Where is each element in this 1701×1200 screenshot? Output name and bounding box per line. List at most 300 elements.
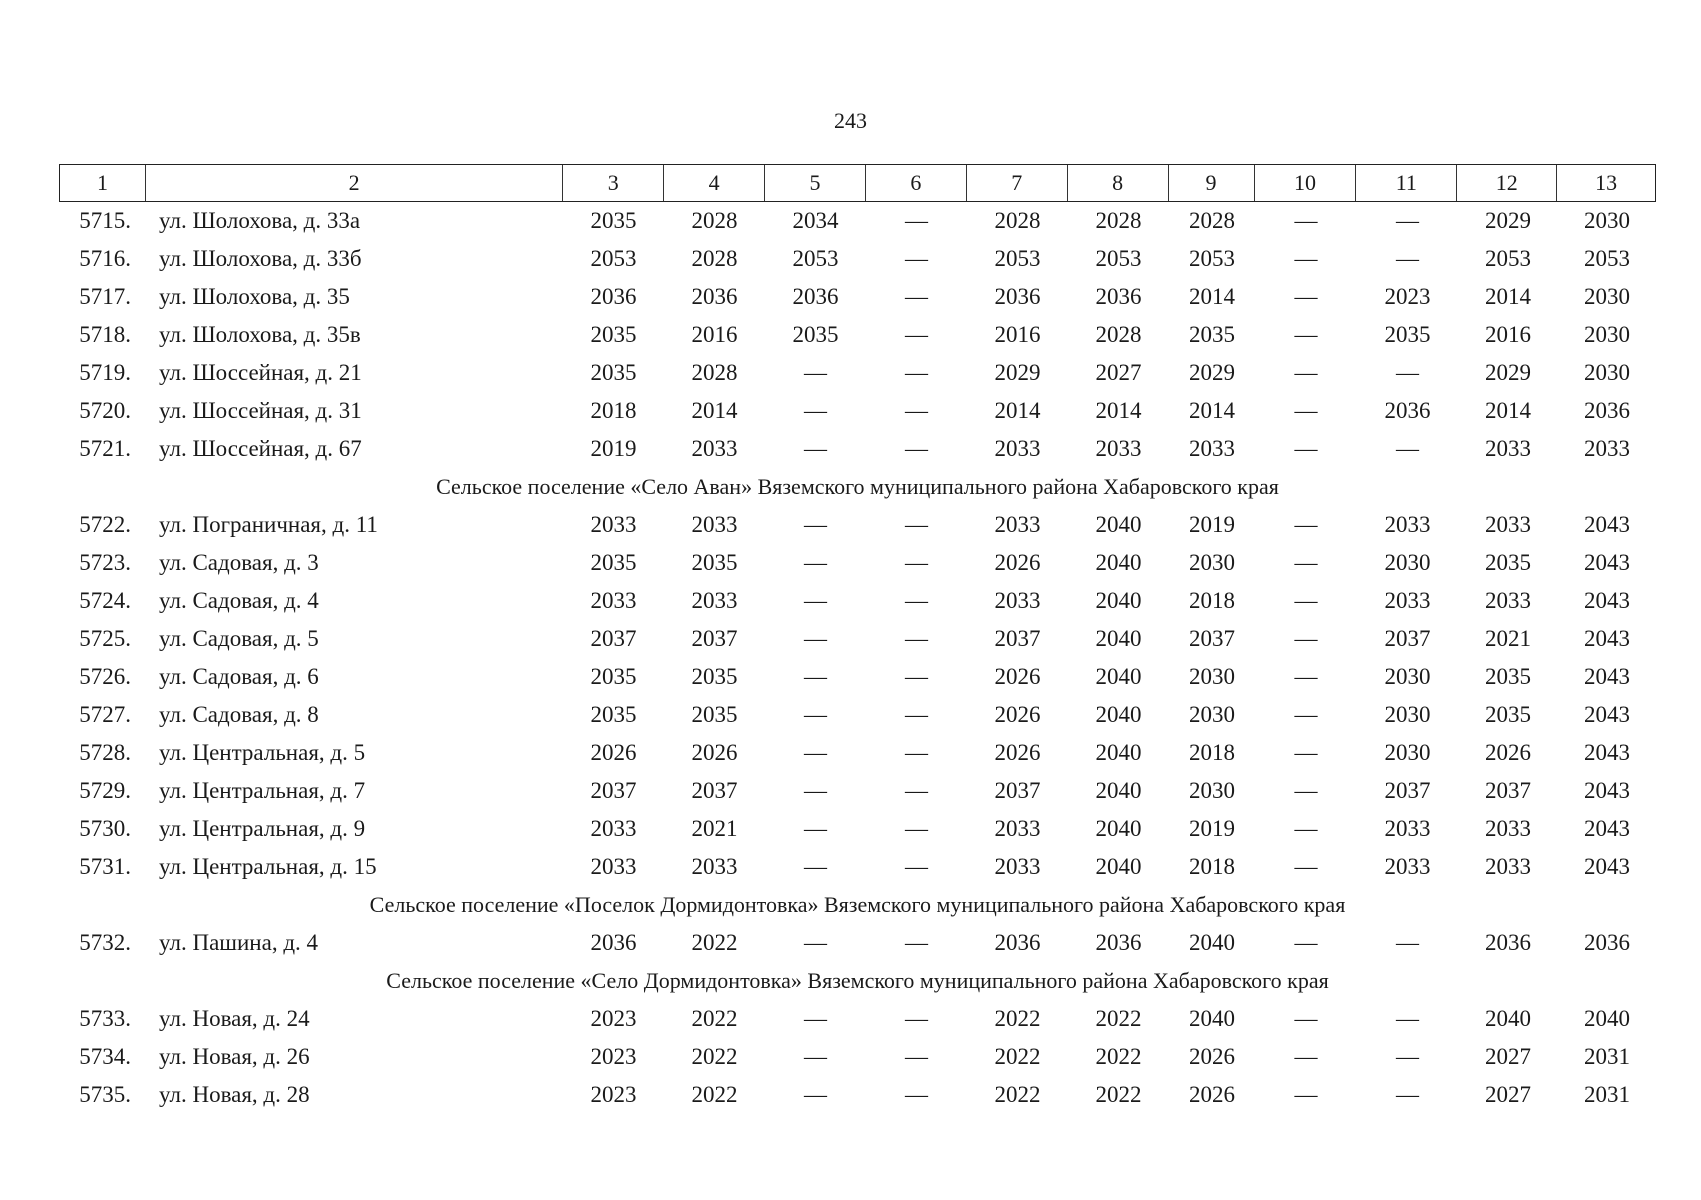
year-cell: 2035	[590, 322, 637, 347]
year-cell: 2035	[1485, 550, 1531, 575]
year-cell: —	[1396, 246, 1419, 271]
year-cell: 2019	[1189, 816, 1235, 841]
year-cell: 2053	[792, 246, 839, 271]
year-cell: 2043	[1584, 550, 1630, 575]
year-cell: —	[804, 512, 827, 537]
year-cell: 2035	[1485, 664, 1531, 689]
page-number: 243	[834, 108, 867, 133]
address-cell: ул. Новая, д. 28	[159, 1082, 310, 1107]
year-cell: 2053	[994, 246, 1041, 271]
year-cell: 2035	[1485, 702, 1531, 727]
column-header-5: 5	[765, 165, 866, 201]
row-number: 5725.	[79, 626, 131, 651]
year-cell: 2036	[994, 930, 1041, 955]
address-cell: ул. Шолохова, д. 33а	[159, 208, 361, 233]
year-cell: 2037	[994, 626, 1041, 651]
year-cell: 2028	[1095, 208, 1142, 233]
year-cell: 2022	[994, 1082, 1041, 1107]
year-cell: 2037	[1384, 778, 1431, 803]
year-cell: 2021	[1485, 626, 1531, 651]
year-cell: 2037	[1485, 778, 1531, 803]
table-row	[59, 658, 1656, 696]
table-row	[59, 430, 1656, 468]
year-cell: 2033	[994, 436, 1041, 461]
table-row	[59, 354, 1656, 392]
year-cell: 2027	[1095, 360, 1142, 385]
year-cell: —	[905, 778, 928, 803]
year-cell: —	[1396, 1082, 1419, 1107]
year-cell: 2040	[1095, 626, 1142, 651]
table-body	[59, 202, 1656, 1114]
year-cell: 2023	[590, 1082, 637, 1107]
table-row	[59, 1038, 1656, 1076]
year-cell: 2029	[994, 360, 1041, 385]
year-cell: 2028	[1095, 322, 1142, 347]
year-cell: 2040	[1095, 740, 1142, 765]
year-cell: 2035	[1384, 322, 1431, 347]
year-cell: 2029	[1485, 360, 1531, 385]
year-cell: 2023	[1384, 284, 1431, 309]
year-cell: —	[905, 626, 928, 651]
year-cell: —	[1294, 778, 1318, 803]
row-number: 5732.	[79, 930, 131, 955]
year-cell: 2035	[691, 550, 738, 575]
year-cell: 2040	[1095, 778, 1142, 803]
year-cell: 2023	[590, 1044, 637, 1069]
year-cell: 2053	[590, 246, 637, 271]
year-cell: —	[905, 588, 928, 613]
year-cell: 2035	[590, 360, 637, 385]
year-cell: 2026	[994, 740, 1041, 765]
year-cell: 2043	[1584, 702, 1630, 727]
year-cell: 2033	[1485, 816, 1531, 841]
year-cell: 2033	[1095, 436, 1142, 461]
address-cell: ул. Шоссейная, д. 67	[159, 436, 362, 461]
year-cell: 2033	[1384, 816, 1431, 841]
address-cell: ул. Шоссейная, д. 21	[159, 360, 362, 385]
year-cell: 2028	[1189, 208, 1235, 233]
year-cell: —	[905, 854, 928, 879]
row-number: 5729.	[79, 778, 131, 803]
year-cell: 2033	[994, 816, 1041, 841]
address-cell: ул. Садовая, д. 8	[159, 702, 319, 727]
year-cell: 2033	[590, 816, 637, 841]
table-row	[59, 1000, 1656, 1038]
year-cell: 2040	[1095, 702, 1142, 727]
year-cell: —	[1396, 360, 1419, 385]
year-cell: 2035	[691, 702, 738, 727]
year-cell: 2033	[994, 512, 1041, 537]
year-cell: 2043	[1584, 816, 1630, 841]
year-cell: 2043	[1584, 512, 1630, 537]
column-header-2: 2	[146, 165, 563, 201]
address-cell: ул. Центральная, д. 15	[159, 854, 377, 879]
year-cell: —	[1396, 1044, 1419, 1069]
year-cell: —	[1294, 854, 1318, 879]
table-row	[59, 1076, 1656, 1114]
year-cell: 2040	[1095, 816, 1142, 841]
address-cell: ул. Центральная, д. 7	[159, 778, 366, 803]
year-cell: 2040	[1095, 664, 1142, 689]
column-header-6: 6	[866, 165, 967, 201]
year-cell: 2033	[1485, 854, 1531, 879]
year-cell: —	[1396, 930, 1419, 955]
row-number: 5733.	[79, 1006, 131, 1031]
year-cell: 2037	[691, 626, 738, 651]
year-cell: —	[905, 1044, 928, 1069]
year-cell: —	[1396, 436, 1419, 461]
table-row	[59, 810, 1656, 848]
year-cell: 2035	[590, 550, 637, 575]
year-cell: 2040	[1095, 588, 1142, 613]
year-cell: 2040	[1095, 550, 1142, 575]
year-cell: 2030	[1584, 360, 1630, 385]
year-cell: 2028	[994, 208, 1041, 233]
year-cell: —	[905, 208, 928, 233]
year-cell: —	[905, 512, 928, 537]
year-cell: 2053	[1485, 246, 1531, 271]
row-number: 5716.	[79, 246, 131, 271]
year-cell: —	[1294, 1082, 1318, 1107]
year-cell: 2040	[1189, 1006, 1235, 1031]
year-cell: 2022	[1095, 1006, 1142, 1031]
year-cell: 2034	[792, 208, 839, 233]
row-number: 5730.	[79, 816, 131, 841]
year-cell: —	[1294, 360, 1318, 385]
year-cell: 2027	[1485, 1044, 1531, 1069]
address-cell: ул. Шолохова, д. 35в	[159, 322, 361, 347]
year-cell: —	[804, 1082, 827, 1107]
year-cell: 2033	[590, 588, 637, 613]
row-number: 5734.	[79, 1044, 131, 1069]
year-cell: 2035	[1189, 322, 1235, 347]
year-cell: 2036	[1095, 284, 1142, 309]
year-cell: 2026	[1189, 1044, 1235, 1069]
year-cell: 2018	[1189, 740, 1235, 765]
column-header-4: 4	[664, 165, 765, 201]
year-cell: 2016	[994, 322, 1041, 347]
year-cell: —	[1294, 1006, 1318, 1031]
year-cell: —	[905, 398, 928, 423]
year-cell: 2026	[994, 702, 1041, 727]
year-cell: —	[1294, 436, 1318, 461]
row-number: 5715.	[79, 208, 131, 233]
column-header-10: 10	[1255, 165, 1357, 201]
year-cell: 2022	[691, 930, 738, 955]
column-header-9: 9	[1169, 165, 1255, 201]
year-cell: 2030	[1584, 208, 1630, 233]
year-cell: 2036	[1584, 398, 1630, 423]
year-cell: 2031	[1584, 1044, 1630, 1069]
section-heading: Сельское поселение «Село Дормидонтовка» Вяземского муниципального района Хабаровского края	[386, 968, 1329, 993]
table-row	[59, 278, 1656, 316]
address-cell: ул. Шолохова, д. 33б	[159, 246, 362, 271]
year-cell: 2022	[994, 1006, 1041, 1031]
year-cell: —	[804, 398, 827, 423]
year-cell: 2014	[691, 398, 738, 423]
year-cell: 2030	[1384, 702, 1431, 727]
address-cell: ул. Центральная, д. 5	[159, 740, 366, 765]
address-cell: ул. Центральная, д. 9	[159, 816, 366, 841]
year-cell: 2033	[1384, 588, 1431, 613]
year-cell: 2022	[1095, 1044, 1142, 1069]
table-row	[59, 506, 1656, 544]
year-cell: —	[804, 664, 827, 689]
year-cell: 2035	[691, 664, 738, 689]
year-cell: 2036	[691, 284, 738, 309]
year-cell: 2026	[590, 740, 637, 765]
column-header-8: 8	[1068, 165, 1169, 201]
year-cell: —	[905, 550, 928, 575]
year-cell: 2022	[994, 1044, 1041, 1069]
year-cell: —	[1294, 284, 1318, 309]
table-row	[59, 696, 1656, 734]
year-cell: 2030	[1384, 664, 1431, 689]
address-cell: ул. Шолохова, д. 35	[159, 284, 350, 309]
row-number: 5724.	[79, 588, 131, 613]
year-cell: —	[804, 930, 827, 955]
table-row	[59, 734, 1656, 772]
year-cell: 2043	[1584, 626, 1630, 651]
year-cell: —	[1294, 550, 1318, 575]
address-cell: ул. Садовая, д. 6	[159, 664, 319, 689]
year-cell: 2037	[1384, 626, 1431, 651]
year-cell: 2035	[590, 208, 637, 233]
year-cell: 2040	[1485, 1006, 1531, 1031]
year-cell: 2028	[691, 208, 738, 233]
year-cell: —	[905, 702, 928, 727]
year-cell: 2030	[1189, 664, 1235, 689]
year-cell: 2037	[691, 778, 738, 803]
row-number: 5717.	[79, 284, 131, 309]
year-cell: —	[1294, 322, 1318, 347]
address-cell: ул. Пограничная, д. 11	[159, 512, 378, 537]
year-cell: 2036	[1095, 930, 1142, 955]
year-cell: —	[804, 702, 827, 727]
year-cell: 2036	[792, 284, 839, 309]
year-cell: 2027	[1485, 1082, 1531, 1107]
year-cell: —	[1294, 208, 1318, 233]
year-cell: 2040	[1189, 930, 1235, 955]
year-cell: 2014	[1189, 284, 1235, 309]
year-cell: —	[804, 360, 827, 385]
year-cell: 2018	[590, 398, 637, 423]
row-number: 5723.	[79, 550, 131, 575]
year-cell: 2036	[1384, 398, 1431, 423]
row-number: 5726.	[79, 664, 131, 689]
year-cell: —	[804, 854, 827, 879]
year-cell: 2026	[1485, 740, 1531, 765]
year-cell: —	[1294, 398, 1318, 423]
year-cell: 2033	[994, 854, 1041, 879]
year-cell: 2036	[1584, 930, 1630, 955]
year-cell: 2026	[994, 664, 1041, 689]
row-number: 5735.	[79, 1082, 131, 1107]
year-cell: 2021	[691, 816, 738, 841]
year-cell: 2033	[1584, 436, 1630, 461]
row-number: 5720.	[79, 398, 131, 423]
year-cell: 2035	[590, 702, 637, 727]
year-cell: —	[905, 1006, 928, 1031]
table-row	[59, 772, 1656, 810]
year-cell: —	[1294, 246, 1318, 271]
year-cell: —	[905, 740, 928, 765]
year-cell: 2031	[1584, 1082, 1630, 1107]
year-cell: —	[804, 1044, 827, 1069]
year-cell: 2043	[1584, 664, 1630, 689]
year-cell: 2053	[1584, 246, 1630, 271]
year-cell: 2037	[994, 778, 1041, 803]
year-cell: —	[1294, 588, 1318, 613]
year-cell: 2028	[691, 360, 738, 385]
column-header-13: 13	[1595, 170, 1618, 195]
year-cell: —	[1294, 1044, 1318, 1069]
year-cell: 2018	[1189, 588, 1235, 613]
table-row	[59, 202, 1656, 240]
address-cell: ул. Новая, д. 24	[159, 1006, 310, 1031]
year-cell: 2043	[1584, 740, 1630, 765]
year-cell: 2030	[1189, 550, 1235, 575]
year-cell: 2026	[994, 550, 1041, 575]
year-cell: —	[905, 436, 928, 461]
row-number: 5728.	[79, 740, 131, 765]
year-cell: 2022	[691, 1006, 738, 1031]
year-cell: 2019	[590, 436, 637, 461]
year-cell: 2014	[1189, 398, 1235, 423]
table-header	[59, 164, 1656, 202]
year-cell: 2014	[994, 398, 1041, 423]
year-cell: 2018	[1189, 854, 1235, 879]
year-cell: 2022	[691, 1044, 738, 1069]
year-cell: 2033	[1384, 854, 1431, 879]
year-cell: 2043	[1584, 854, 1630, 879]
year-cell: 2040	[1095, 854, 1142, 879]
year-cell: 2033	[691, 854, 738, 879]
year-cell: —	[905, 284, 928, 309]
year-cell: —	[804, 740, 827, 765]
year-cell: 2030	[1584, 322, 1630, 347]
column-header-12: 12	[1457, 165, 1557, 201]
year-cell: 2033	[1485, 436, 1531, 461]
year-cell: 2028	[691, 246, 738, 271]
column-header-1: 1	[60, 165, 146, 201]
row-number: 5731.	[79, 854, 131, 879]
row-number: 5722.	[79, 512, 131, 537]
year-cell: 2035	[792, 322, 839, 347]
year-cell: —	[1294, 930, 1318, 955]
address-cell: ул. Шоссейная, д. 31	[159, 398, 362, 423]
year-cell: 2014	[1095, 398, 1142, 423]
year-cell: 2036	[590, 284, 637, 309]
year-cell: 2040	[1584, 1006, 1630, 1031]
year-cell: 2040	[1095, 512, 1142, 537]
year-cell: 2030	[1384, 550, 1431, 575]
year-cell: 2016	[691, 322, 738, 347]
year-cell: —	[1396, 208, 1419, 233]
year-cell: —	[1294, 740, 1318, 765]
year-cell: 2033	[691, 588, 738, 613]
year-cell: 2026	[691, 740, 738, 765]
year-cell: —	[905, 664, 928, 689]
year-cell: —	[1294, 626, 1318, 651]
year-cell: —	[804, 1006, 827, 1031]
year-cell: 2014	[1485, 284, 1531, 309]
row-number: 5721.	[79, 436, 131, 461]
year-cell: 2026	[1189, 1082, 1235, 1107]
year-cell: 2014	[1485, 398, 1531, 423]
table-row	[59, 848, 1656, 886]
section-heading: Сельское поселение «Поселок Дормидонтовка» Вяземского муниципального района Хабаровского края	[369, 892, 1346, 917]
year-cell: —	[804, 778, 827, 803]
year-cell: 2019	[1189, 512, 1235, 537]
year-cell: 2033	[691, 512, 738, 537]
year-cell: 2033	[590, 512, 637, 537]
year-cell: —	[1396, 1006, 1419, 1031]
year-cell: 2033	[1485, 588, 1531, 613]
address-cell: ул. Пашина, д. 4	[159, 930, 319, 955]
year-cell: 2037	[1189, 626, 1235, 651]
year-cell: 2043	[1584, 588, 1630, 613]
year-cell: —	[1294, 512, 1318, 537]
year-cell: 2043	[1584, 778, 1630, 803]
year-cell: 2037	[590, 626, 637, 651]
year-cell: 2030	[1189, 778, 1235, 803]
column-header-3: 3	[563, 165, 664, 201]
year-cell: 2033	[1189, 436, 1235, 461]
year-cell: 2033	[1485, 512, 1531, 537]
year-cell: 2036	[590, 930, 637, 955]
year-cell: 2022	[691, 1082, 738, 1107]
year-cell: —	[905, 930, 928, 955]
year-cell: 2022	[1095, 1082, 1142, 1107]
year-cell: —	[1294, 702, 1318, 727]
row-number: 5719.	[79, 360, 131, 385]
year-cell: 2037	[590, 778, 637, 803]
table-row	[59, 240, 1656, 278]
year-cell: —	[905, 360, 928, 385]
data-table	[59, 164, 1656, 1114]
year-cell: —	[804, 816, 827, 841]
year-cell: 2033	[691, 436, 738, 461]
year-cell: 2036	[994, 284, 1041, 309]
year-cell: —	[905, 322, 928, 347]
year-cell: 2035	[590, 664, 637, 689]
year-cell: 2033	[1384, 512, 1431, 537]
year-cell: —	[1294, 816, 1318, 841]
row-number: 5718.	[79, 322, 131, 347]
year-cell: 2029	[1189, 360, 1235, 385]
year-cell: 2036	[1485, 930, 1531, 955]
year-cell: 2053	[1189, 246, 1235, 271]
year-cell: 2023	[590, 1006, 637, 1031]
table-row	[59, 582, 1656, 620]
year-cell: 2030	[1189, 702, 1235, 727]
year-cell: 2030	[1584, 284, 1630, 309]
year-cell: 2030	[1384, 740, 1431, 765]
year-cell: 2029	[1485, 208, 1531, 233]
year-cell: 2033	[590, 854, 637, 879]
year-cell: —	[905, 1082, 928, 1107]
year-cell: 2016	[1485, 322, 1531, 347]
address-cell: ул. Новая, д. 26	[159, 1044, 310, 1069]
table-row	[59, 620, 1656, 658]
table-row	[59, 544, 1656, 582]
section-heading: Сельское поселение «Село Аван» Вяземского муниципального района Хабаровского края	[436, 474, 1279, 499]
table-row	[59, 392, 1656, 430]
row-number: 5727.	[79, 702, 131, 727]
address-cell: ул. Садовая, д. 4	[159, 588, 319, 613]
year-cell: —	[804, 550, 827, 575]
